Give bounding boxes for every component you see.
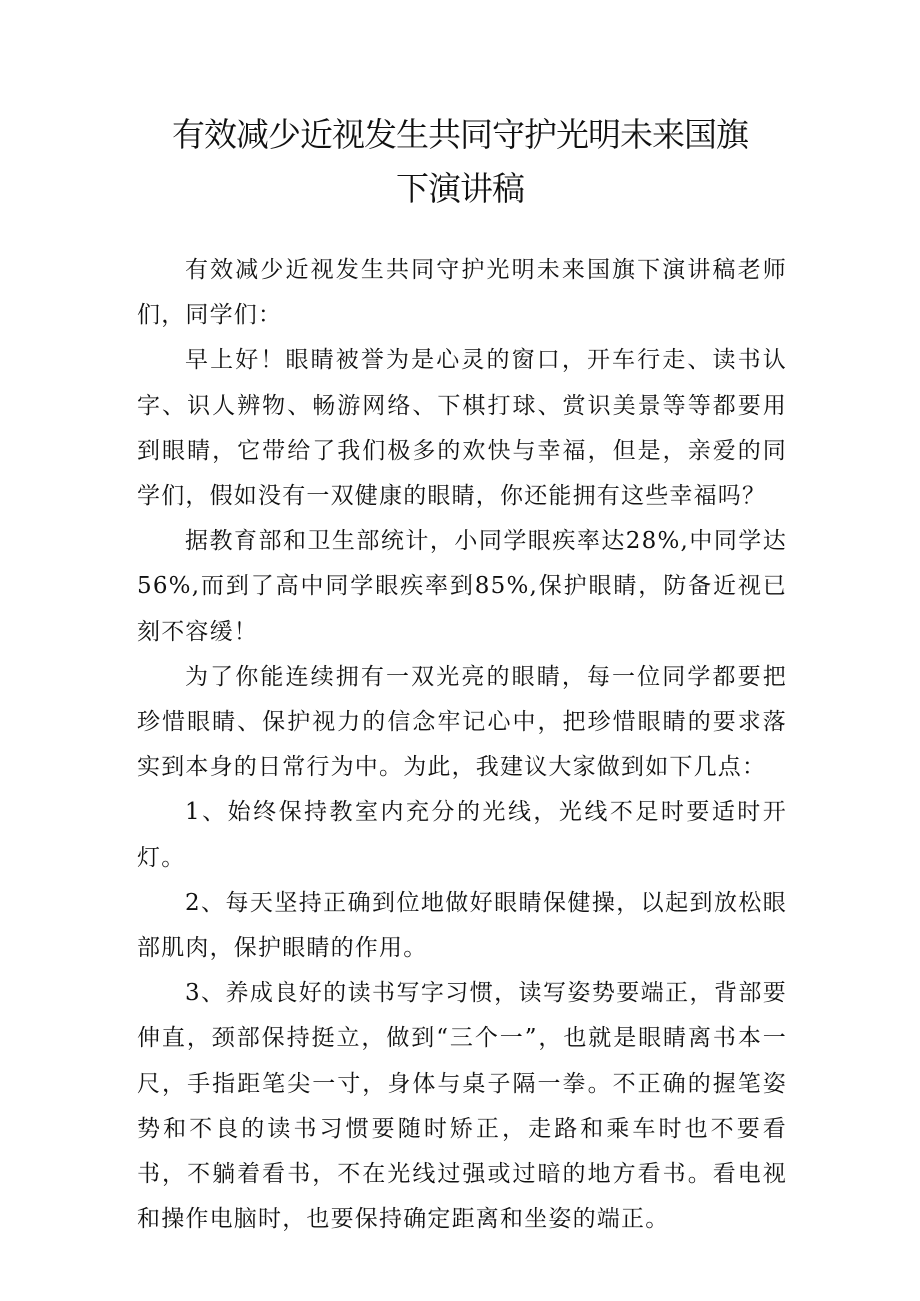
paragraph-proposal: 为了你能连续拥有一双光亮的眼睛，每一位同学都要把珍惜眼睛、保护视力的信念牢记心中，把珍惜眼睛的要求落实到本身的日常行为中。为此，我建议大家做到如下几点：	[137, 663, 787, 781]
title-line-2: 下演讲稿	[396, 169, 524, 208]
paragraph-intro: 早上好！眼睛被誉为是心灵的窗口，开车行走、读书认字、识人辨物、畅游网络、下棋打球、赏识美景等等都要用到眼睛，它带给了我们极多的欢快与幸福，但是，亲爱的同学们，假如没有一双健康的眼睛，你还能拥有这些幸福吗？	[137, 347, 787, 510]
paragraph-point-1: 1、始终保持教室内充分的光线，光线不足时要适时开灯。	[137, 799, 787, 871]
document-body	[137, 248, 787, 1242]
paragraph-greeting: 有效减少近视发生共同守护光明未来国旗下演讲稿老师们，同学们：	[137, 257, 787, 329]
document-title	[120, 108, 800, 216]
paragraph-statistics: 据教育部和卫生部统计，小同学眼疾率达28%,中同学达56%,而到了高中同学眼疾率到85%,保护眼睛，防备近视已刻不容缓！	[137, 528, 787, 645]
title-line-1: 有效减少近视发生共同守护光明未来国旗	[172, 115, 748, 154]
paragraph-point-3: 3、养成良好的读书写字习惯，读写姿势要端正，背部要伸直，颈部保持挺立，做到“三个一”，也就是眼睛离书本一尺，手指距笔尖一寸，身体与桌子隔一拳。不正确的握笔姿势和不良的读书习惯要随时矫正，走路和乘车时也不要看书，不躺着看书，不在光线过强或过暗的地方看书。看电视和操作电脑时，也要保持确定距离和坐姿的端正。	[137, 980, 787, 1233]
paragraph-point-2: 2、每天坚持正确到位地做好眼睛保健操，以起到放松眼部肌肉，保护眼睛的作用。	[137, 889, 787, 962]
